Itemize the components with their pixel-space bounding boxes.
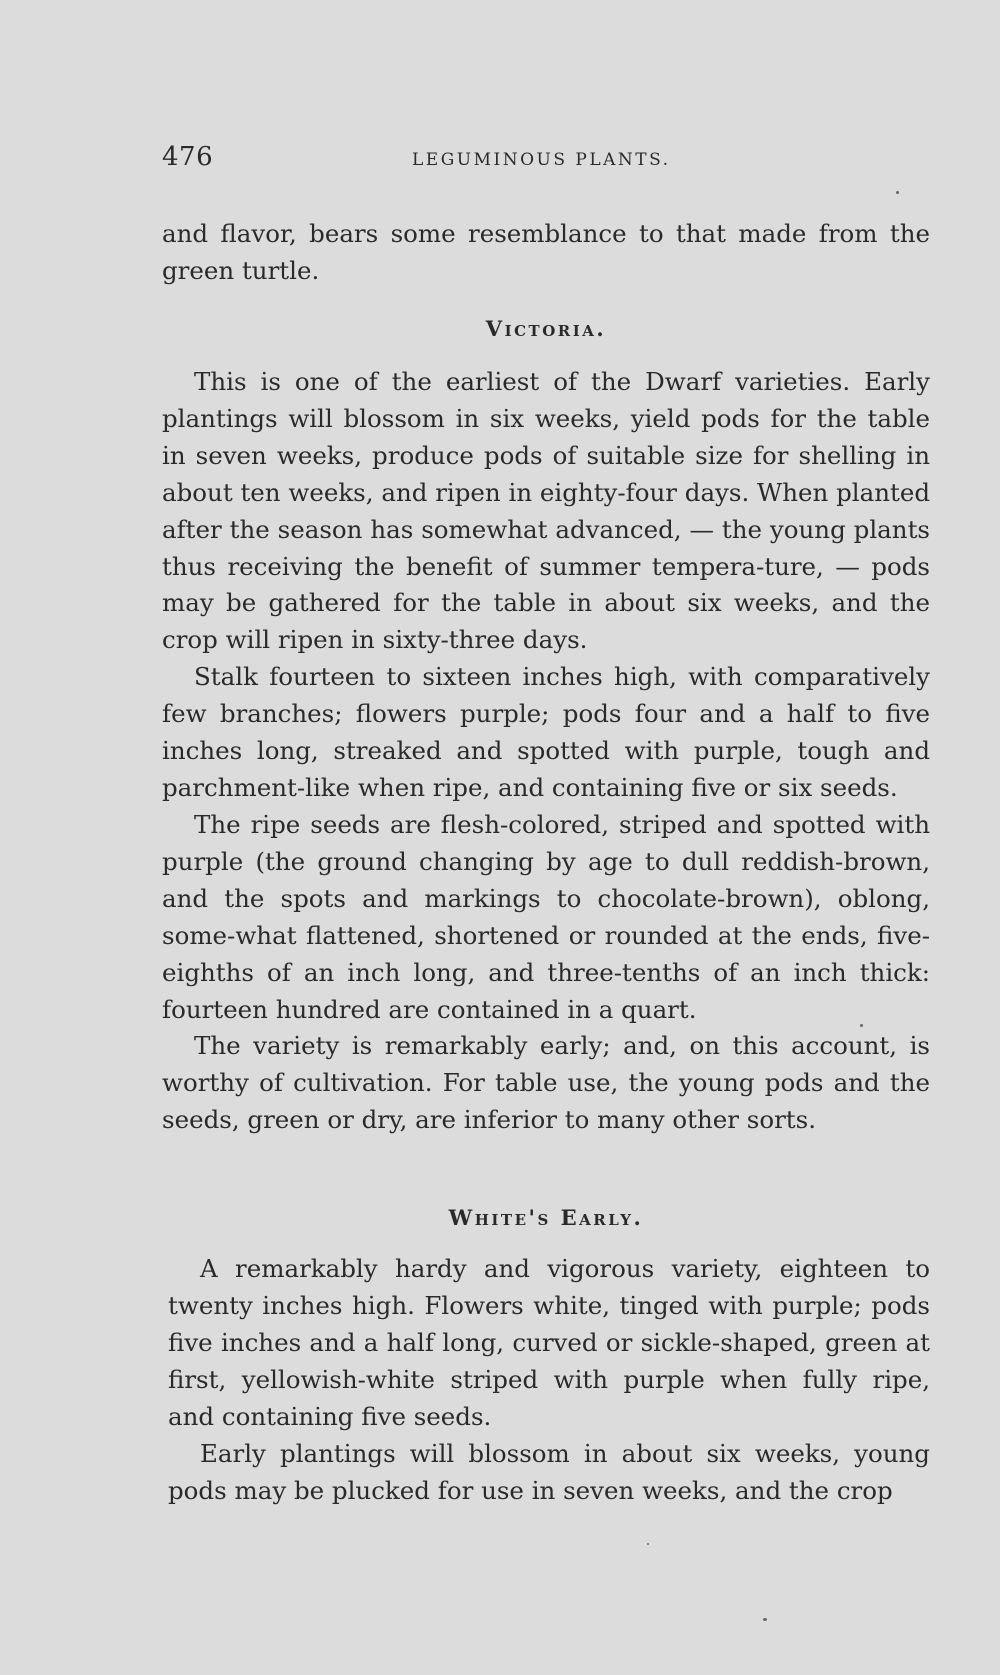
paragraph: The variety is remarkably early; and, on this account, is worthy of cultivation. For table use, the young pods and the seeds, green or dry, are inferior to many other sorts. <box>162 1031 930 1134</box>
paper-speck <box>860 1024 863 1027</box>
running-title: LEGUMINOUS PLANTS. <box>412 150 671 170</box>
section-heading-whites-early: White's Early. <box>448 1205 644 1230</box>
paper-speck <box>896 191 899 194</box>
section-heading-victoria: Victoria. <box>485 316 607 341</box>
paragraph: A remarkably hardy and vigorous variety, eighteen to twenty inches high. Flowers white, tinged with purple; pods five inches and a half long, curved or sickle-shaped, green at first, yellowish-white striped with purple when fully ripe, and containing five seeds. <box>168 1254 930 1431</box>
continuation-paragraph: and flavor, bears some resemblance to that made from the green turtle. <box>162 219 930 285</box>
running-head <box>162 142 930 176</box>
paper-speck <box>763 1618 767 1621</box>
paragraph: Early plantings will blossom in about six weeks, young pods may be plucked for use in seven weeks, and the crop <box>168 1439 930 1505</box>
page-number: 476 <box>162 142 214 172</box>
paragraph: This is one of the earliest of the Dwarf varieties. Early plantings will blossom in six weeks, yield pods for the table in seven weeks, produce pods of suitable size for shelling in about ten weeks, and ripen in eighty-four days. When planted after the season has somewhat advanced, — the young plants thus receiving the benefit of summer tempera-ture, — pods may be gathered for the table in about six weeks, and the crop will ripen in sixty-three days. <box>162 367 930 655</box>
paragraph: The ripe seeds are flesh-colored, striped and spotted with purple (the ground changing by age to dull reddish-brown, and the spots and markings to chocolate-brown), oblong, some-what flattened, shortened or rounded at the ends, five-eighths of an inch long, and three-tenths of an inch thick: fourteen hundred are contained in a quart. <box>162 810 930 1024</box>
paper-speck <box>647 1543 649 1545</box>
paragraph: Stalk fourteen to sixteen inches high, with comparatively few branches; flowers purple; pods four and a half to five inches long, streaked and spotted with purple, tough and parchment-like when ripe, and containing five or six seeds. <box>162 662 930 802</box>
